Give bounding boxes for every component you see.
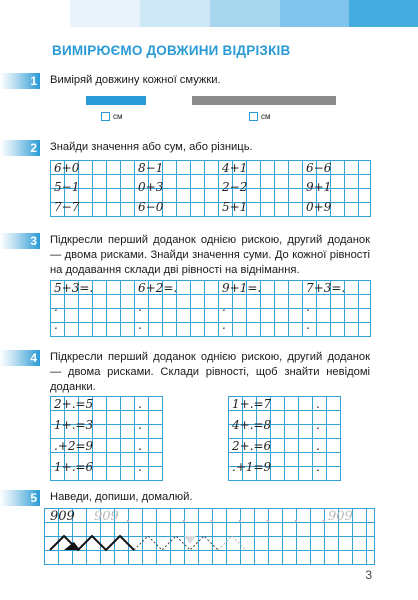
blank-dot: . (222, 318, 226, 332)
blank-dot: . (222, 300, 226, 314)
blank-dot: . (306, 318, 310, 332)
equation: 1+.=7 (232, 397, 272, 411)
equation: 2+.=6 (232, 439, 272, 453)
unit-label: см (113, 112, 123, 121)
equation: .+2=9 (54, 439, 94, 453)
expression: 4+1 (222, 161, 248, 175)
task-text: Наведи, допиши, домалюй. (50, 491, 193, 503)
unit-label: см (261, 112, 271, 121)
task-number: 3 (0, 233, 40, 249)
gray-strip (192, 96, 336, 105)
task-text: Підкресли перший доданок однією рискою, другий доданок — двома рисками. Знайди значення суми. До кожної рівності на додавання склади дві рівності на віднімання. (50, 234, 370, 276)
blank-dot: . (138, 418, 142, 432)
header-bar-segment (349, 0, 418, 27)
header-bar-segment (0, 0, 70, 27)
blank-dot: . (54, 318, 58, 332)
answer-box[interactable] (249, 112, 258, 121)
header-bar (0, 0, 418, 27)
blank-dot: . (316, 439, 320, 453)
equation: 7+3=. (306, 281, 346, 295)
task-number: 5 (0, 490, 40, 506)
equation: 6+2=. (138, 281, 178, 295)
task-text: Знайди значення або сум, або різниць. (50, 141, 253, 153)
pattern-drawing (44, 508, 374, 564)
blank-dot: . (138, 300, 142, 314)
expression: 8−1 (138, 161, 164, 175)
equations-left (50, 396, 162, 480)
header-bar-segment (70, 0, 140, 27)
dots (127, 520, 326, 523)
blank-dot: . (138, 439, 142, 453)
equation: 9+1=. (222, 281, 262, 295)
blank-dot: . (54, 300, 58, 314)
expression: 7−7 (54, 200, 80, 214)
blank-dot: . (306, 300, 310, 314)
blank-dot: . (138, 460, 142, 474)
task-number: 4 (0, 350, 40, 366)
expression: 0+9 (306, 200, 332, 214)
zigzag-faint (218, 536, 246, 550)
blank-dot: . (316, 460, 320, 474)
pattern-digits-traced: 909 (94, 509, 119, 524)
blank-dot: . (316, 397, 320, 411)
expression: 2−2 (222, 180, 248, 194)
expression: 6−6 (306, 161, 332, 175)
expression: 0+3 (138, 180, 164, 194)
equation: 1+.=6 (54, 460, 94, 474)
page-number: 3 (365, 568, 372, 582)
blue-strip (86, 96, 146, 105)
header-bar-segment (140, 0, 210, 27)
equation: .+1=9 (232, 460, 272, 474)
task-text: Виміряй довжину кожної смужки. (50, 74, 221, 86)
blank-dot: . (138, 318, 142, 332)
equation: 2+.=5 (54, 397, 94, 411)
header-bar-segment (210, 0, 280, 27)
expression: 5−1 (54, 180, 80, 194)
expression: 5+1 (222, 200, 248, 214)
header-bar-segment (280, 0, 349, 27)
blank-dot: . (316, 418, 320, 432)
equation: 1+.=3 (54, 418, 94, 432)
equations-right (228, 396, 340, 480)
expression: 9+1 (306, 180, 332, 194)
zigzag-solid (50, 536, 134, 550)
pattern-digits-traced: 909 (328, 509, 353, 524)
pattern-digits: 909 (50, 509, 75, 524)
answer-box[interactable] (101, 112, 110, 121)
expression: 6−0 (138, 200, 164, 214)
equation: 4+.=8 (232, 418, 272, 432)
faint-triangle (184, 536, 196, 544)
task-number: 1 (0, 73, 40, 89)
expressions-table (50, 160, 370, 216)
task-text: Підкресли перший доданок однією рискою, другий доданок — двома рисками. Склади рівності, щоб знайти невідомі доданки. (50, 351, 370, 393)
blank-dot: . (138, 397, 142, 411)
task-number: 2 (0, 140, 40, 156)
zigzag-dashed (134, 536, 218, 550)
equation: 5+3=. (54, 281, 94, 295)
equations-block (50, 280, 370, 336)
expression: 6+0 (54, 161, 80, 175)
page-title: ВИМІРЮЄМО ДОВЖИНИ ВІДРІЗКІВ (52, 43, 291, 58)
